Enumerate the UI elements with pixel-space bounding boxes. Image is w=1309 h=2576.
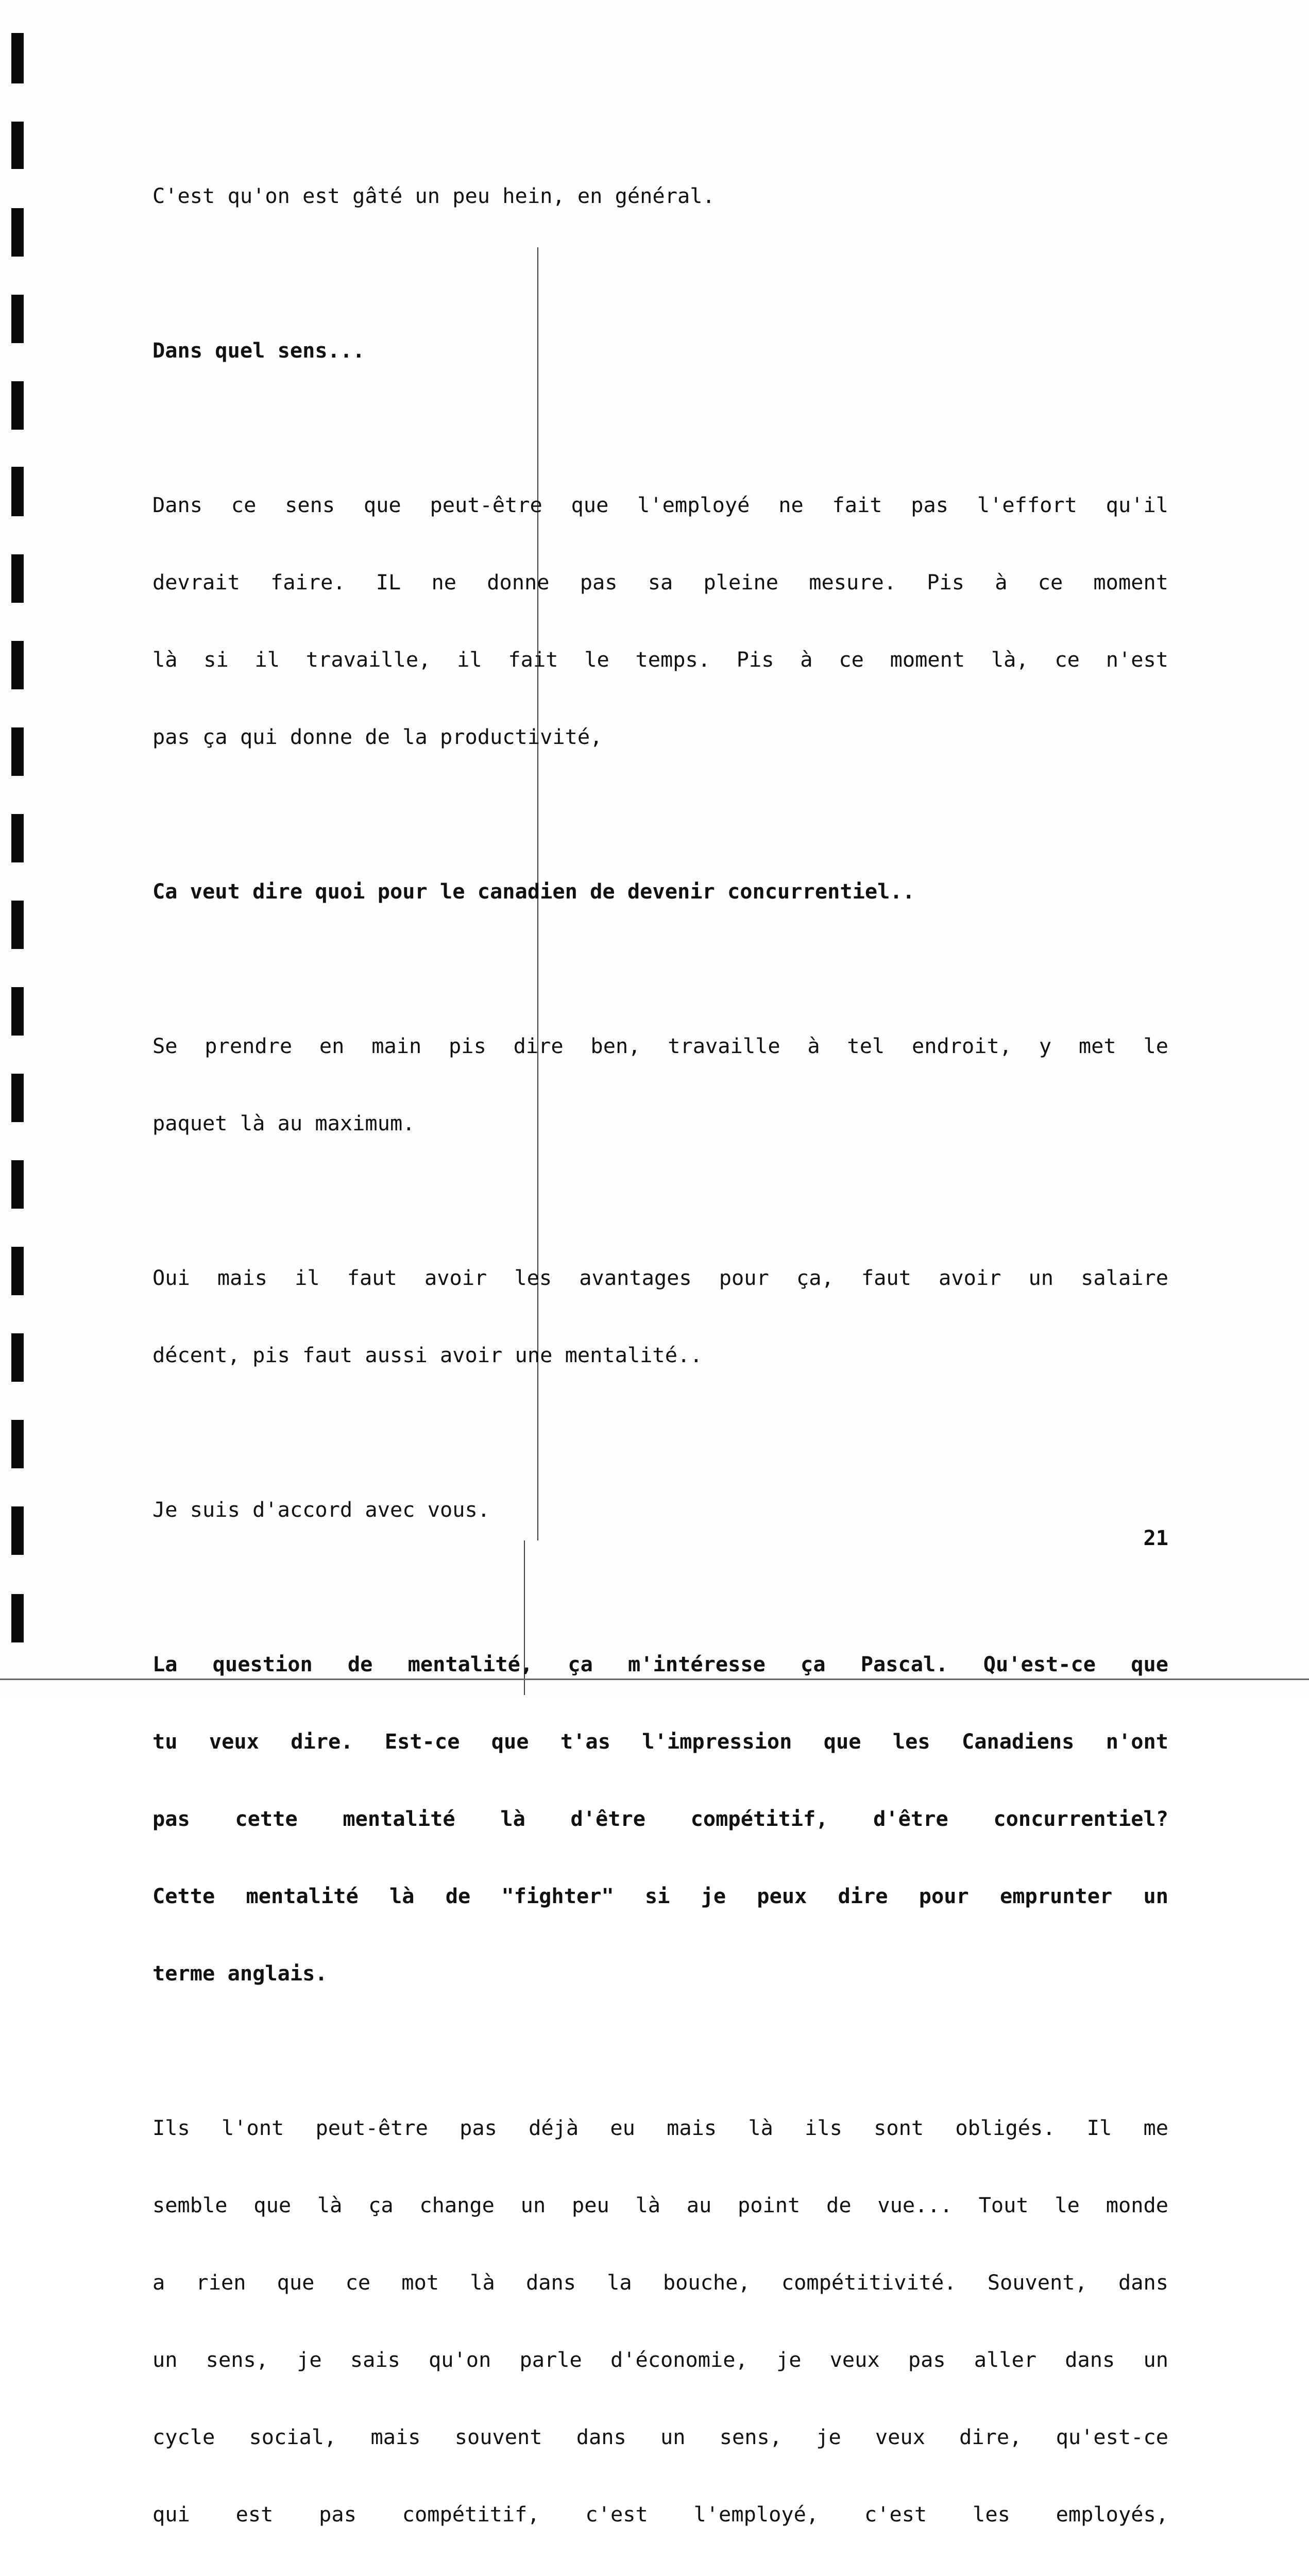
transcript-paragraph [152, 441, 1168, 802]
binder-hole-mark [11, 554, 24, 603]
binder-hole-mark [11, 901, 24, 949]
text-line: Cette mentalité là de "fighter" si je peux dire pour emprunter un [152, 1884, 1168, 1908]
text-line: C'est qu'on est gâté un peu hein, en général. [152, 184, 715, 208]
binder-hole-mark [11, 814, 24, 862]
text-line: tu veux dire. Est-ce que t'as l'impression que les Canadiens n'ont [152, 1730, 1168, 1754]
binder-hole-mark [11, 987, 24, 1036]
text-line: Ca veut dire quoi pour le canadien de devenir concurrentiel.. [152, 879, 915, 904]
transcript-paragraph [152, 1214, 1168, 1420]
binder-hole-mark [11, 295, 24, 343]
interviewer-question [152, 1600, 1168, 2038]
text-line: paquet là au maximum. [152, 1111, 415, 1136]
transcript-paragraph [152, 132, 1168, 261]
binder-hole-mark [11, 381, 24, 430]
binder-hole-mark [11, 1594, 24, 1642]
transcript-paragraph [152, 1446, 1168, 1574]
transcript-paragraph [152, 982, 1168, 1188]
binder-hole-mark [11, 208, 24, 257]
text-line: là si il travaille, il fait le temps. Pis à ce moment là, ce n'est [152, 648, 1168, 672]
transcript-paragraph [152, 2064, 1168, 2576]
text-line: Dans ce sens que peut-être que l'employé ne fait pas l'effort qu'il [152, 493, 1168, 517]
binder-hole-mark [11, 33, 24, 83]
binder-hole-mark [11, 467, 24, 516]
binder-hole-mark [11, 1506, 24, 1555]
transcript-body [152, 132, 1168, 2576]
text-line: pas ça qui donne de la productivité, [152, 725, 603, 749]
page-number: 21 [1143, 1526, 1168, 1550]
text-line: décent, pis faut aussi avoir une mentalité.. [152, 1343, 703, 1367]
interviewer-question [152, 827, 1168, 956]
text-line: cycle social, mais souvent dans un sens, je veux dire, qu'est-ce [152, 2425, 1168, 2449]
text-line: un sens, je sais qu'on parle d'économie, je veux pas aller dans un [152, 2348, 1168, 2372]
binder-hole-mark [11, 122, 24, 169]
text-line: La question de mentalité, ça m'intéresse ça Pascal. Qu'est-ce que [152, 1652, 1168, 1676]
binder-hole-mark [11, 641, 24, 689]
binder-hole-mark [11, 727, 24, 776]
text-line: qui est pas compétitif, c'est l'employé, c'est les employés, [152, 2502, 1168, 2527]
text-line: terme anglais. [152, 1961, 328, 1986]
text-line: Je suis d'accord avec vous. [152, 1498, 490, 1522]
text-line: Oui mais il faut avoir les avantages pour ça, faut avoir un salaire [152, 1266, 1168, 1290]
text-line: Ils l'ont peut-être pas déjà eu mais là ils sont obligés. Il me [152, 2116, 1168, 2140]
binder-hole-mark [11, 1160, 24, 1209]
text-line: pas cette mentalité là d'être compétitif, d'être concurrentiel? [152, 1807, 1168, 1831]
binder-hole-mark [11, 1074, 24, 1122]
text-line: Se prendre en main pis dire ben, travaille à tel endroit, y met le [152, 1034, 1168, 1058]
text-line: devrait faire. IL ne donne pas sa pleine mesure. Pis à ce moment [152, 570, 1168, 595]
text-line: semble que là ça change un peu là au point de vue... Tout le monde [152, 2193, 1168, 2217]
interviewer-question [152, 286, 1168, 415]
text-line: Dans quel sens... [152, 338, 365, 363]
text-line: a rien que ce mot là dans la bouche, compétitivité. Souvent, dans [152, 2270, 1168, 2295]
binder-hole-mark [11, 1247, 24, 1295]
binder-hole-mark [11, 1333, 24, 1382]
binder-hole-mark [11, 1420, 24, 1468]
